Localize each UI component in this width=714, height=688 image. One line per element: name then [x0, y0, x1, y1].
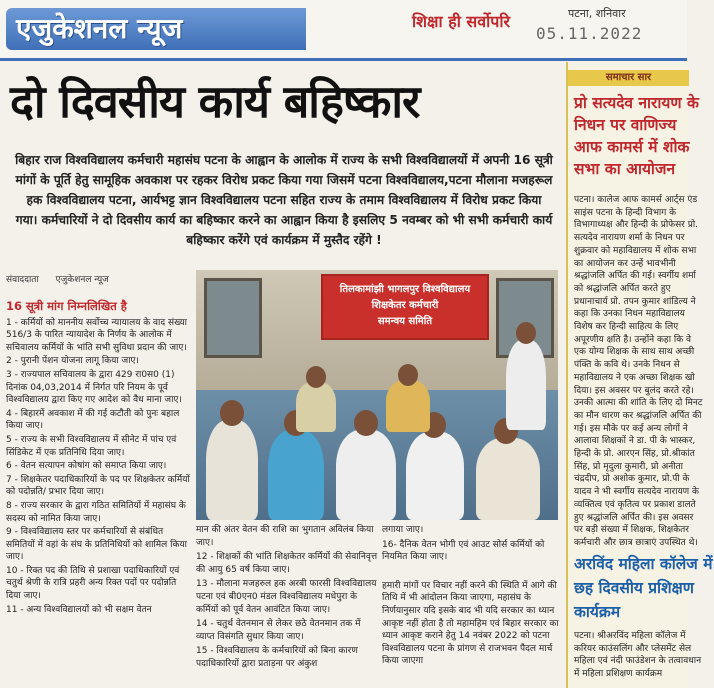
sidebar-body: पटना। कालेज आफ कामर्स आर्ट्स एंड साइंस पटना के हिन्दी विभाग के विभागाध्यक्ष और हिन्दी के प्रोफेसर प्रो. सत्यदेव नारायण शर्मा के निधन पर शुक्रवार को महाविद्यालय में शोक सभा का आयोजन कर उन्हें भावभीनी श्रद्धांजलि अर्पित की गई। स्वर्गीय शर्मा को श्रद्धांजलि अर्पित करते हुए प्रधानाचार्य प्रो. तपन कुमार शांडिल्य ने कहा कि उनका निधन महाविद्यालय विशेष कर हिन्दी साहित्य के लिए अपूरणीय क्षति है। उन्होंने कहा कि वे एक योग्य शिक्षक के साथ साथ अच्छी पंक्ति के कवि थे। उनके निधन से महाविद्यालय ने एक अच्छा शिक्षक खो दिया। इस अवसर पर बुलंद करते रहे। उनकी आत्मा की शांति के लिए दो मिनट का मौन धारण कर श्रद्धांजलि अर्पित की गई। इस मौके पर कई अन्य लोगों ने आलावा शिक्षकों ने डा. पी के भास्कर, हिन्दी के प्रो. आरएन सिंह, प्रो.श्रीकांत सिंह, प्रो मृदुला कुमारी, प्रो अनीता चंद्रदीप, प्रो अशोक कुमार, प्रो.पी के यादव ने भी स्वर्गीय सत्यदेव नारायण के व्यक्तित्व एवं कृतित्व पर प्रकाश डालते हुए श्रद्धांजलि अर्पित की। इस अवसर पर बड़ी संख्या में शिक्षक, शिक्षकेतर कर्मचारी और छात्र छात्राएं उपस्थित थे।	[574, 195, 703, 548]
banner-line: तिलकामांझी भागलपुर विश्वविद्यालय	[339, 284, 471, 295]
article-column-right	[382, 524, 560, 670]
banner-line: समन्वय समिति	[377, 316, 433, 327]
demand-item: 5 - राज्य के सभी विश्वविद्यालय में सीनेट में पांच एवं सिंडिकेट में एक प्रतिनिधि दिया जाए।	[6, 434, 177, 458]
protest-banner	[321, 274, 489, 340]
demand-item: 2 - पुरानी पेंशन योजना लागू किया जाए।	[6, 356, 139, 367]
headline: दो दिवसीय कार्य बहिष्कार	[10, 75, 420, 128]
demand-item: 4 - बिहारमें अवकाश में की गई कटौती को पुनः बहाल किया जाए।	[6, 408, 180, 432]
person-head	[516, 322, 536, 344]
person-head	[398, 364, 418, 386]
person-head	[306, 366, 326, 388]
tagline: शिक्षा ही सर्वोपरि	[412, 12, 511, 31]
person-shape	[296, 382, 336, 432]
sidebar-headline: अरविंद महिला कॉलेज में छह दिवसीय प्रशिक्षण कार्यक्रम	[574, 555, 713, 621]
dateline: पटना, शनिवार	[568, 7, 626, 20]
paragraph: लगाया जाए।	[382, 525, 424, 535]
demand-item: 3 - राज्यपाल सचिवालय के द्वारा 429 रा0स0 (1) दिनांक 04,03,2014 में निर्गत परि नियम के पूर्व विश्वविद्यालय द्वारा किए गए आदेश को वैध माना जाए।	[6, 369, 182, 406]
paragraph: 13 - मौलाना मजहरुल हक अरबी फारसी विश्वविद्यालय पटना एवं बी0एन0 मंडल विश्वविद्यालय मधेपुरा के कर्मियों को पूर्व वेतन आवंटित किया जाए।	[196, 579, 377, 615]
demand-item: 10 - रिक्त पद की तिथि से प्रशाखा पदाधिकारियों एवं चतुर्थ श्रेणी के रात्रि प्रहरी अन्य रिक्त पदों पर पदोन्नति दिया जाए।	[6, 565, 180, 602]
sidebar-body: पटना। श्रीअरविंद महिला कॉलेज में करियर काउंसलिंग और प्लेसमेंट सेल महिला एवं नंदी फाउंडेशन के तत्वावधान में महिला प्रशिक्षण कार्यक्रम	[574, 631, 702, 680]
demand-item: 1 - कर्मियों को माननीय सर्वोच्च न्यायालय के वाद संख्या 516/3 के पारित न्यायादेश के निर्णय के आलोक में सचिवालय कर्मियों के भांति सभी सुविधा प्रदान की जाए।	[6, 317, 187, 353]
section-title: एजुकेशनल न्यूज	[6, 8, 306, 50]
person-shape	[506, 340, 546, 430]
sidebar-headline: प्रो सत्यदेव नारायण के निधन पर वाणिज्य आफ कामर्स में शोक सभा का आयोजन	[574, 94, 699, 178]
person-shape	[336, 430, 396, 520]
masthead	[0, 0, 687, 58]
intro-paragraph: बिहार राज विश्वविद्यालय कर्मचारी महासंघ पटना के आह्वान के आलोक में राज्य के सभी विश्वविद्यालयों में अपनी 16 सूत्री मांगों के पूर्ति हेतु सामूहिक अवकाश पर रहकर विरोध प्रकट किया गया जिसमें पटना विश्वविद्यालय,पटना मौलाना मजहरूल हक विश्वविद्यालय पटना, आर्यभट्ट ज्ञान विश्वविद्यालय पटना सहित राज्य के तमाम विश्वविद्यालय में विरोध प्रकट किया गया। कर्मचारियों ने दो दिवसीय कार्य का बहिष्कार करने का आह्वान किया है इसलिए 5 नवम्बर को भी सभी कर्मचारी कार्य बहिष्कार करेंगे एवं कार्यक्रम में मुस्तैद रहेंगे !	[15, 153, 553, 247]
paragraph: 12 - शिक्षकों की भांति शिक्षकेतर कर्मियों की सेवानिवृत्त की आयु 65 वर्ष किया जाए।	[196, 552, 378, 575]
person-shape	[206, 420, 258, 520]
paragraph: 15 - विश्वविद्यालय के कर्मचारियों को बिना कारण पदाधिकारियों द्वारा प्रताड़ना पर अंकुश	[196, 646, 358, 669]
person-shape	[476, 438, 540, 520]
person-shape	[386, 380, 430, 432]
banner-line: शिक्षकेतर कर्मचारी	[371, 300, 439, 311]
demand-item: 7 - शिक्षकेतर पदाधिकारियों के पद पर शिक्षकेतर कर्मियों को पदोन्नति/ प्रभार दिया जाए।	[6, 474, 190, 498]
paragraph: हमारी मांगों पर विचार नहीं करने की स्थिति में आगे की तिथि में भी आंदोलन किया जाएगा, महासंघ के निर्णयानुसार यदि इसके बाद भी यदि सरकार का ध्यान आकृष्ट नहीं होता है तो महामहिम एवं बिहार सरकार का ध्यान आकृष्ट कराने हेतु 14 नवंबर 2022 को पटना विश्वविद्यालय पटना के प्रांगण से राजभवन पैदल मार्च किया जाएगा	[382, 580, 559, 667]
person-shape	[406, 432, 464, 520]
paragraph: मान की अंतर वेतन की राशि का भुगतान अविलंब किया जाए।	[196, 525, 374, 548]
masthead-rule	[0, 58, 687, 61]
demand-item: 8 - राज्य सरकार के द्वारा गठित समितियों में महासंघ के सदस्य को नामित किया जाए।	[6, 500, 186, 524]
demand-item: 6 - वेतन सत्यापन कोषांग को समाप्त किया जाए।	[6, 461, 167, 472]
person-head	[354, 410, 378, 436]
byline	[6, 272, 123, 285]
person-shape	[268, 430, 324, 520]
article-column-middle	[196, 524, 378, 673]
byline-source: एजुकेशनल न्यूज	[55, 275, 109, 285]
demand-item: 11 - अन्य विश्वविद्यालयों को भी सक्षम वेतन	[6, 604, 152, 615]
demands-column	[6, 300, 192, 617]
paragraph: 16- दैनिक वेतन भोगी एवं आउट सोर्स कर्मियों को नियमित किया जाए।	[382, 539, 545, 563]
demands-title: 16 सूत्री मांग निम्नलिखित है	[6, 299, 127, 313]
paragraph: 14 - चतुर्थ वेतनमान से लेकर छठे वेतनमान तक में व्याप्त विसंगति सुधार किया जाए।	[196, 619, 361, 642]
person-head	[220, 400, 244, 426]
photo-window	[204, 278, 262, 358]
issue-date: 05.11.2022	[536, 24, 643, 43]
news-sidebar	[566, 62, 713, 688]
sidebar-label: समाचार सार	[568, 70, 689, 86]
byline-label: संवाददाता	[6, 275, 39, 285]
protest-photo	[196, 270, 558, 520]
demand-item: 9 - विश्वविद्यालय स्तर पर कर्मचारियों से संबंधित समितियों में वहां के संघ के प्रतिनिधियों को शामिल किया जाए।	[6, 527, 187, 563]
